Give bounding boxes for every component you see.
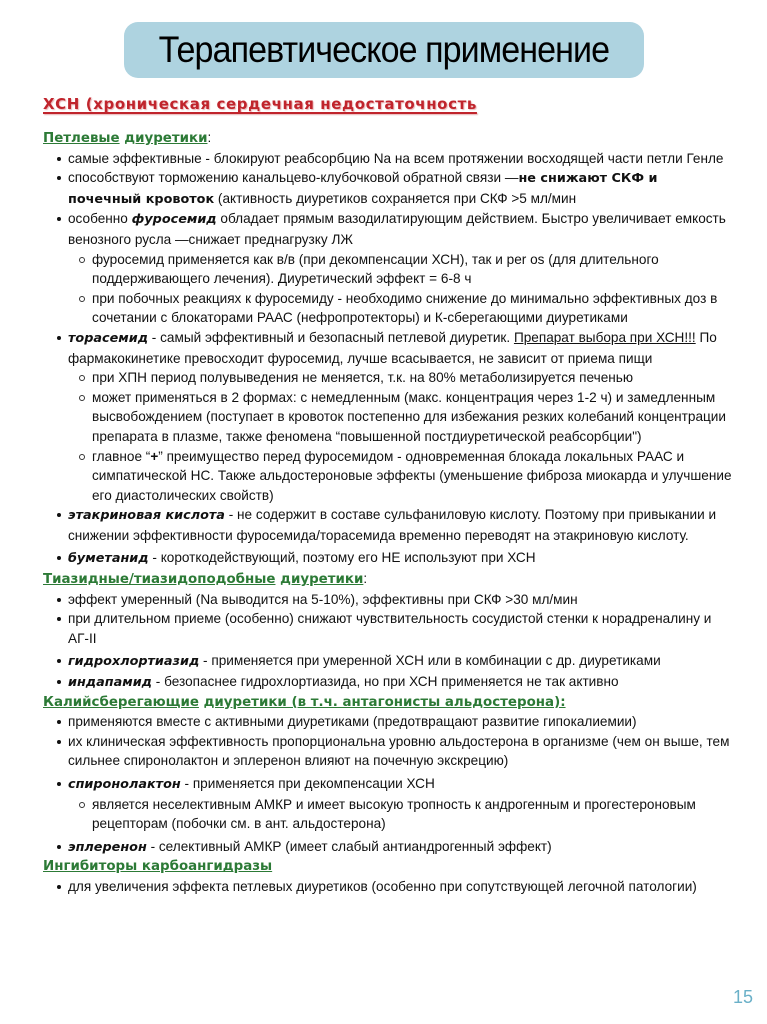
slide-subtitle: ХСН (хроническая сердечная недостаточность bbox=[43, 95, 477, 113]
list-item-text: применяются вместе с активными диуретиками (предотвращают развитие гипокалиемии) bbox=[68, 714, 637, 730]
thiazide-diuretics-list bbox=[43, 590, 733, 693]
list-item-text: По фармакокинетике превосходит фуросемид, лучше всасывается, не зависит от приема пищи bbox=[68, 329, 717, 366]
list-item-text: ” преимущество перед фуросемидом - одновременная блокада локальных РААС и симпатической НС. Также альдостероновые эффекты (уменьшение фиброза миокарда и улучшение его диастолических свойств) bbox=[92, 448, 732, 503]
heading-colon: : bbox=[363, 571, 368, 587]
sub-list-item bbox=[43, 250, 733, 289]
list-item bbox=[43, 732, 733, 771]
heading-part: диуретики bbox=[280, 572, 364, 588]
sub-list-item bbox=[43, 795, 733, 834]
list-item-text: (активность диуретиков сохраняется при СКФ >5 мл/мин bbox=[214, 190, 577, 206]
list-item bbox=[43, 209, 733, 249]
section-heading-potassium-sparing bbox=[43, 693, 733, 713]
list-item bbox=[43, 590, 733, 610]
emphasis-text: не снижают СКФ и почечный кровоток bbox=[68, 171, 658, 207]
list-item-text: эффект умеренный (Na выводится на 5-10%), эффективны при СКФ >30 мл/мин bbox=[68, 591, 578, 607]
drug-name: фуросемид bbox=[131, 212, 217, 228]
list-item-text: при ХПН период полувыведения не меняется, т.к. на 80% метаболизируется печенью bbox=[92, 370, 634, 386]
list-item bbox=[43, 328, 733, 368]
list-item bbox=[43, 774, 733, 795]
list-item bbox=[43, 712, 733, 732]
heading-part: Ингибиторы карбоангидразы bbox=[43, 859, 273, 875]
heading-part: Калийсберегающие bbox=[43, 694, 199, 710]
list-item-text: - короткодействующий, поэтому его НЕ используют при ХСН bbox=[148, 550, 536, 566]
list-item bbox=[43, 672, 733, 693]
page-number: 15 bbox=[732, 987, 753, 1007]
sub-list-item bbox=[43, 388, 733, 447]
list-item-text: при побочных реакциях к фуросемиду - необходимо снижение до минимально эффективных доз в сочетании с блокаторами РААС (нефропротекторы) и К-сберегающими диуретиками bbox=[92, 290, 718, 326]
drug-name: индапамид bbox=[68, 675, 153, 691]
list-item-text: их клиническая эффективность пропорциональна уровню альдостерона в организме (чем он выше, тем сильнее спиронолактон и эплеренон влияют на почечную экскрецию) bbox=[68, 733, 730, 769]
underlined-text: Препарат выбора при ХСН!!! bbox=[513, 329, 696, 345]
list-item bbox=[43, 505, 733, 545]
drug-name: гидрохлортиазид bbox=[68, 654, 200, 670]
heading-part: диуретики bbox=[124, 131, 208, 146]
heading-part: диуретики (в т.ч. антагонисты альдостерона): bbox=[203, 694, 566, 710]
sub-list-item bbox=[43, 289, 733, 328]
drug-name: спиронолактон bbox=[68, 777, 181, 792]
loop-diuretics-list bbox=[43, 149, 733, 569]
list-item-text: - селективный АМКР (имеет слабый антиандрогенный эффект) bbox=[146, 838, 552, 854]
section-heading-carbonic-anhydrase bbox=[43, 857, 733, 877]
potassium-sparing-list bbox=[43, 712, 733, 857]
list-item-text: при длительном приеме (особенно) снижают чувствительность сосудистой стенки к норадреналину и АГ-II bbox=[68, 611, 712, 646]
sub-list-item bbox=[43, 368, 733, 388]
list-item-text: обладает прямым вазодилатирующим действием. Быстро увеличивает емкость венозного русла —снижает преднагрузку ЛЖ bbox=[68, 211, 726, 247]
drug-name: этакриновая кислота bbox=[68, 508, 225, 524]
list-item bbox=[43, 168, 733, 209]
list-item bbox=[43, 609, 733, 648]
list-item-text: - безопаснее гидрохлортиазида, но при ХСН применяется не так активно bbox=[152, 674, 619, 690]
carbonic-anhydrase-list bbox=[43, 877, 733, 897]
emphasis-text: + bbox=[150, 448, 159, 464]
list-item-text: особенно bbox=[68, 211, 132, 227]
list-item-text: - не содержит в составе сульфаниловую кислоту. Поэтому при привыкании и снижении эффективности фуросемида/торасемида временно переводят на этакриновую кислоту. bbox=[68, 507, 717, 543]
drug-name: эплеренон bbox=[68, 839, 147, 855]
list-item-text: - применяется при декомпенсации ХСН bbox=[180, 776, 435, 791]
heading-colon: : bbox=[207, 130, 212, 145]
drug-name: буметанид bbox=[68, 551, 149, 567]
section-heading-loop-diuretics bbox=[43, 128, 733, 149]
list-item bbox=[43, 149, 733, 169]
slide-title-box bbox=[124, 22, 644, 78]
list-item-text: главное “ bbox=[92, 448, 151, 464]
list-item-text: является неселективным АМКР и имеет высокую тропность к андрогенным и прогестероновым рецепторам (побочки см. в ант. альдостерона) bbox=[92, 796, 696, 832]
sub-list-item bbox=[43, 447, 733, 506]
list-item-text: самые эффективные - блокируют реабсорбцию Na на всем протяжении восходящей части петли Генле bbox=[68, 150, 724, 166]
slide-title: Терапевтическое применение bbox=[158, 29, 610, 70]
list-item bbox=[43, 877, 733, 897]
section-heading-thiazide-diuretics bbox=[43, 569, 733, 590]
heading-part: Петлевые bbox=[43, 131, 120, 146]
list-item-text: способствуют торможению канальцево-клубочковой обратной связи — bbox=[68, 170, 519, 186]
list-item bbox=[43, 548, 733, 569]
heading-part: Тиазидные/тиазидоподобные bbox=[43, 572, 276, 588]
drug-name: торасемид bbox=[68, 330, 149, 346]
list-item-text: - применяется при умеренной ХСН или в комбинации с др. диуретиками bbox=[199, 653, 661, 669]
list-item-text: может применяться в 2 формах: с немедленным (макс. концентрация через 1-2 ч) и замедленным высвобождением (поступает в кровоток постепенно для избежания резких колебаний концентрации препарата в плазме, также феномена “повышенной постдиуретической реабсорбции") bbox=[92, 389, 726, 444]
list-item bbox=[43, 837, 733, 858]
list-item-text: фуросемид применяется как в/в (при декомпенсации ХСН), так и per os (для длительного поддерживающего лечения). Диуретический эффект = 6-8 ч bbox=[92, 251, 659, 287]
list-item-text: для увеличения эффекта петлевых диуретиков (особенно при сопутствующей легочной патологии) bbox=[68, 878, 697, 894]
slide-content bbox=[43, 128, 733, 897]
list-item-text: - самый эффективный и безопасный петлевой диуретик. bbox=[148, 329, 514, 345]
list-item bbox=[43, 651, 733, 672]
